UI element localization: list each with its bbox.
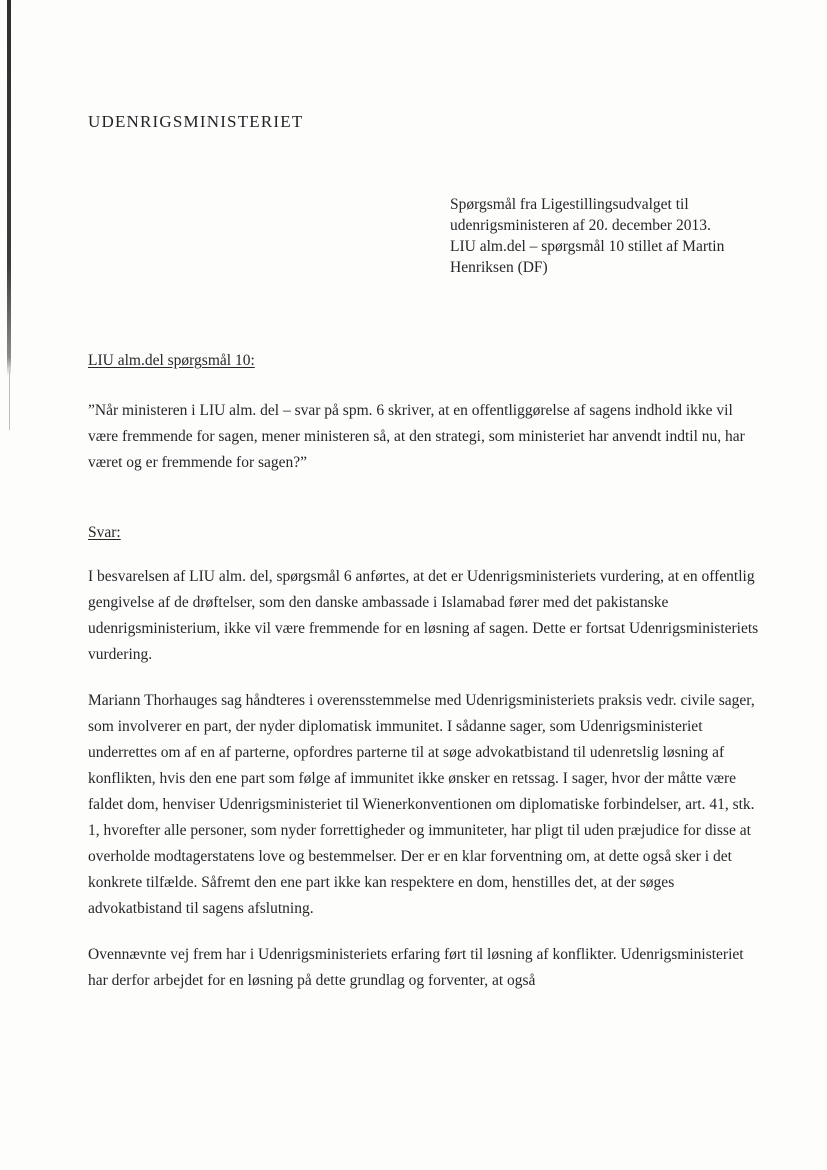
reference-line: LIU alm.del – spørgsmål 10 stillet af Martin [450, 238, 725, 255]
reference-line: udenrigsministeren af 20. december 2013. [450, 217, 711, 234]
reference-line: Spørgsmål fra Ligestillingsudvalget til [450, 196, 689, 213]
reference-line: Henriksen (DF) [450, 259, 548, 276]
scan-artifact-line [7, 0, 11, 376]
ministry-header: UDENRIGSMINISTERIET [88, 112, 304, 131]
scan-artifact-line-faint [9, 370, 10, 430]
answer-paragraph: Ovennævnte vej frem har i Udenrigsministeriets erfaring ført til løsning af konflikter. Udenrigsministeriet har derfor arbejdet for en løsning på dette grundlag og forventer, at også [88, 946, 744, 989]
answer-heading: Svar: [88, 524, 121, 541]
answer-paragraph: Mariann Thorhauges sag håndteres i overensstemmelse med Udenrigsministeriets praksis vedr. civile sager, som involverer en part, der nyder diplomatisk immunitet. I sådanne sager, som Udenrigsministeriet underrettes om af en af parterne, opfordres parterne til at søge advokatbistand til udenretslig løsning af konflikten, hvis den ene part som følge af immunitet ikke ønsker en retssag. I sager, hvor der måtte være faldet dom, henviser Udenrigsministeriet til Wienerkonventionen om diplomatiske forbindelser, art. 41, stk. 1, hvorefter alle personer, som nyder forrettigheder og immuniteter, har pligt til uden præjudice for disse at overholde modtagerstatens love og bestemmelser. Der er en klar forventning om, at dette også sker i det konkrete tilfælde. Såfremt den ene part ikke kan respektere en dom, henstilles det, at der søges advokatbistand til sagens afslutning. [88, 692, 755, 917]
document-content [88, 0, 766, 1010]
reference-block [450, 194, 770, 278]
question-heading: LIU alm.del spørgsmål 10: [88, 352, 255, 369]
answer-paragraph: I besvarelsen af LIU alm. del, spørgsmål 6 anførtes, at det er Udenrigsministeriets vurdering, at en offentlig gengivelse af de drøftelser, som den danske ambassade i Islamabad fører med det pakistanske udenrigsministerium, ikke vil være fremmende for en løsning af sagen. Dette er fortsat Udenrigsministeriets vurdering. [88, 568, 759, 663]
question-body: ”Når ministeren i LIU alm. del – svar på spm. 6 skriver, at en offentliggørelse af sagens indhold ikke vil være fremmende for sagen, mener ministeren så, at den strategi, som ministeriet har anvendt indtil nu, har været og er fremmende for sagen?” [88, 402, 745, 471]
